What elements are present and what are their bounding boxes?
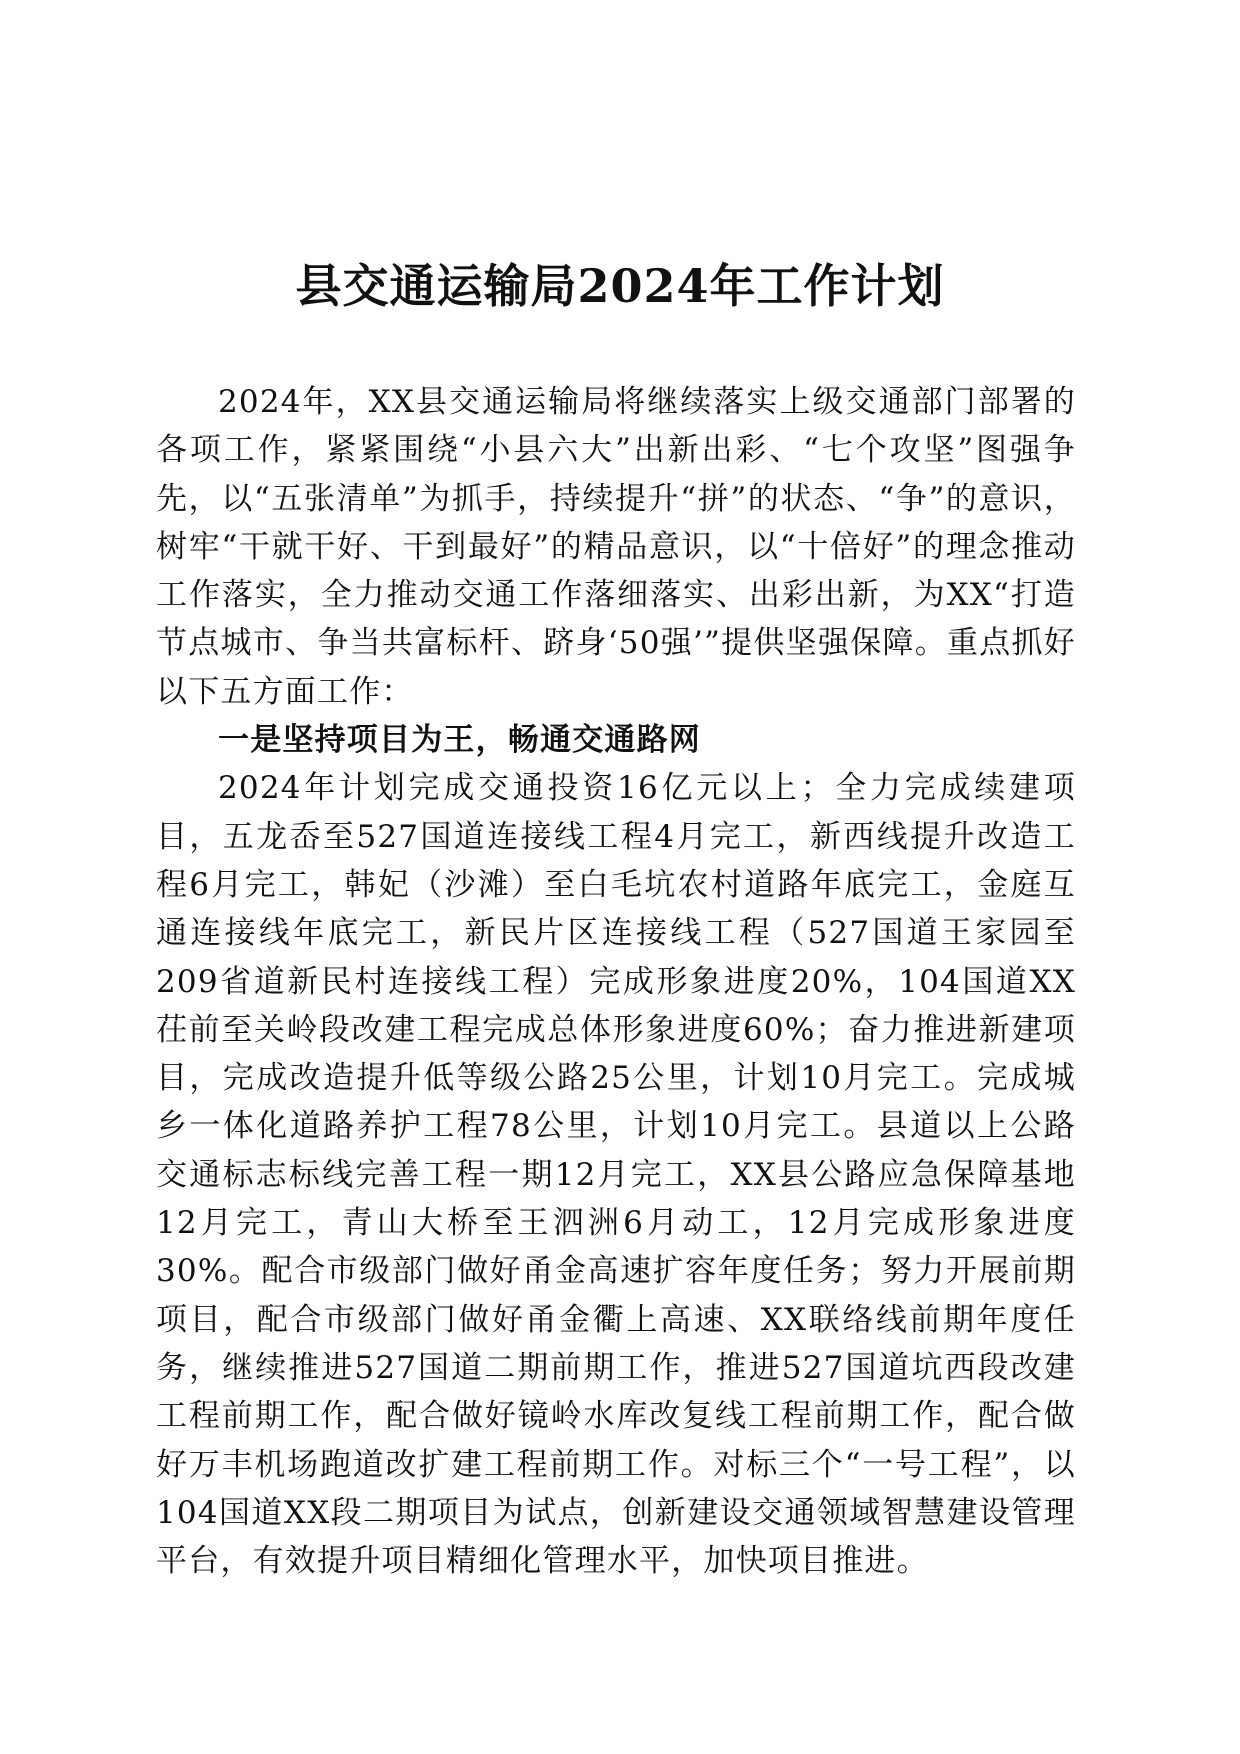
section-1-heading: 一是坚持项目为王，畅通交通路网 — [218, 722, 701, 759]
section-1-paragraph: 2024年计划完成交通投资16亿元以上；全力完成续建项目，五龙岙至527国道连接线工程4月完工，新西线提升改造工程6月完工，韩妃（沙滩）至白毛坑农村道路年底完工，金庭互通连接线年底完工，新民片区连接线工程（527国道王家园至209省道新民村连接线工程）完成形象进度20%，104国道XX茌前至关岭段改建工程完成总体形象进度60%；奋力推进新建项目，完成改造提升低等级公路25公里，计划10月完工。完成城乡一体化道路养护工程78公里，计划10月完工。县道以上公路交通标志标线完善工程一期12月完工，XX县公路应急保障基地12月完工，青山大桥至王泗洲6月动工，12月完成形象进度30%。配合市级部门做好甬金高速扩容年度任务；努力开展前期项目，配合市级部门做好甬金衢上高速、XX联络线前期年度任务，继续推进527国道二期前期工作，推进527国道坑西段改建工程前期工作，配合做好镜岭水库改复线工程前期工作，配合做好万丰机场跑道改扩建工程前期工作。对标三个“一号工程”，以104国道XX段二期项目为试点，创新建设交通领域智慧建设管理平台，有效提升项目精细化管理水平，加快项目推进。 — [156, 770, 1076, 1580]
document-body — [156, 378, 1076, 1585]
intro-paragraph: 2024年，XX县交通运输局将继续落实上级交通部门部署的各项工作，紧紧围绕“小县六大”出新出彩、“七个攻坚”图强争先，以“五张清单”为抓手，持续提升“拼”的状态、“争”的意识，树牢“干就干好、干到最好”的精品意识，以“十倍好”的理念推动工作落实，全力推动交通工作落细落实、出彩出新，为XX“打造节点城市、争当共富标杆、跻身‘50强’”提供坚强保障。重点抓好以下五方面工作： — [156, 384, 1076, 710]
document-title: 县交通运输局2024年工作计划 — [295, 258, 945, 313]
